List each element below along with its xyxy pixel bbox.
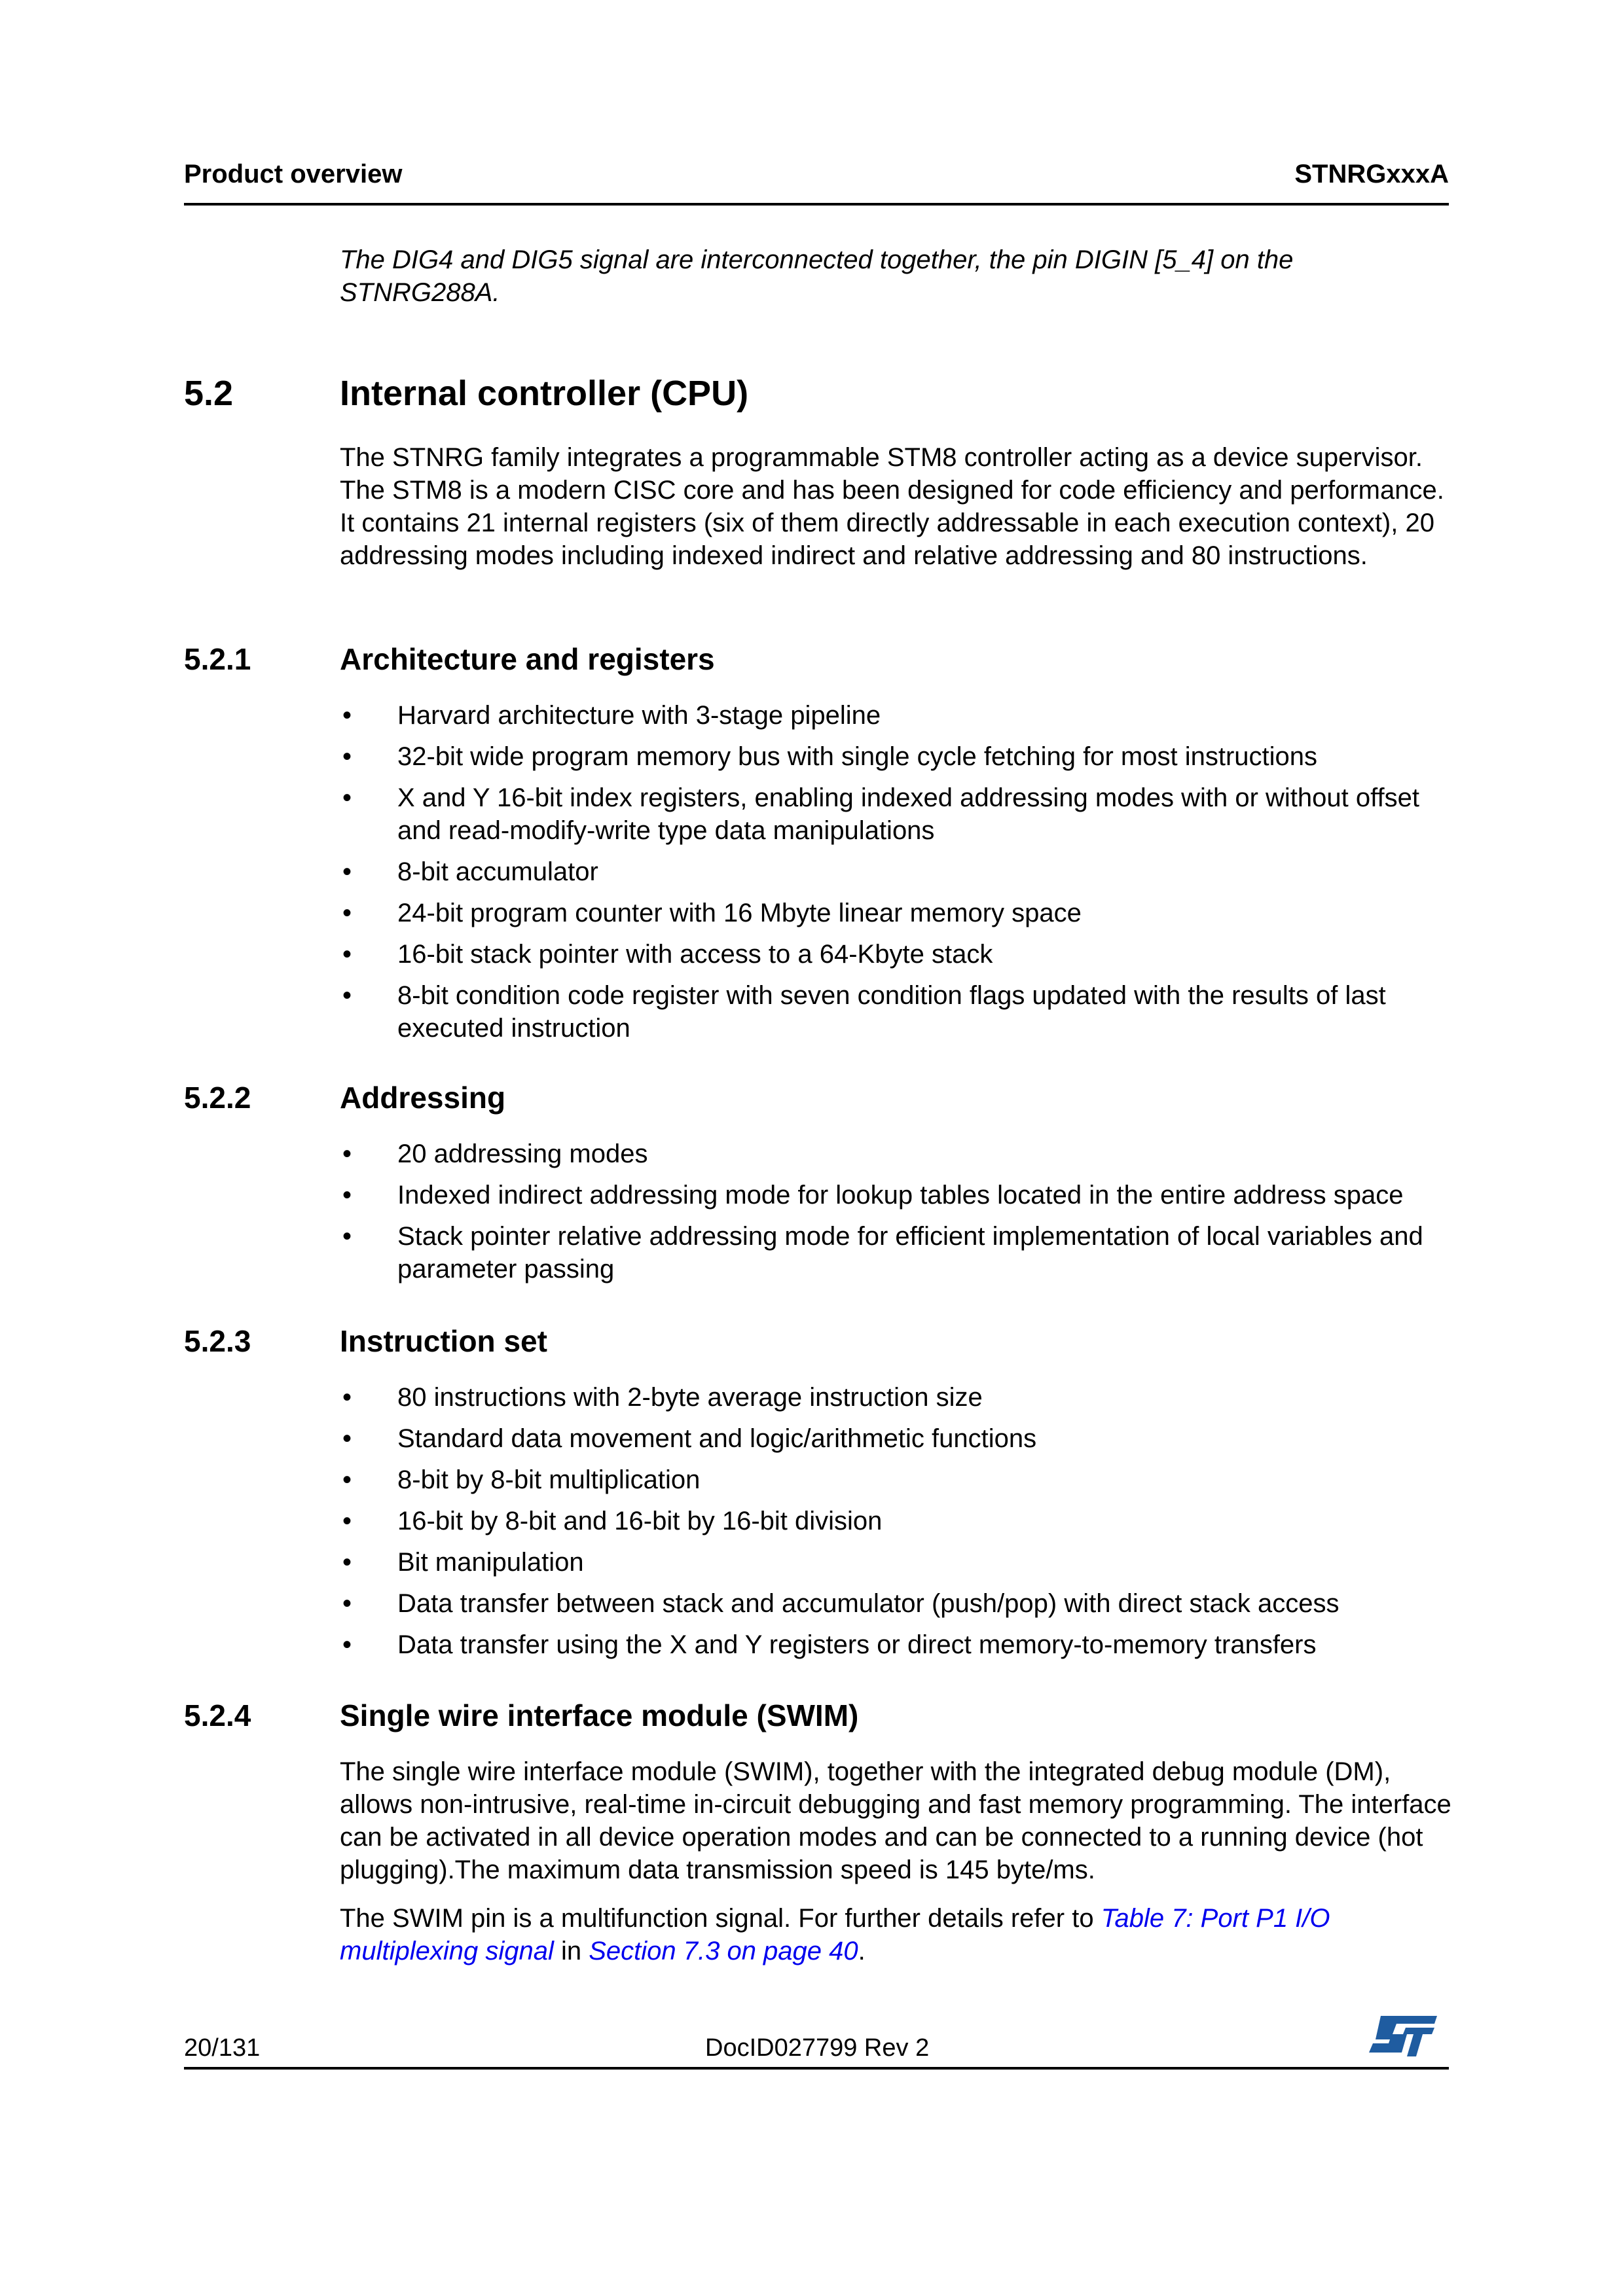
addressing-list (340, 1138, 1459, 1294)
section-5-2-paragraph: The STNRG family integrates a programmable STM8 controller acting as a device supervisor. The STM8 is a modern CISC core and has been designed for code efficiency and performance. It contains 21 internal registers (six of them directly addressable in each execution context), 20 addressing modes including indexed indirect and relative addressing and 80 instructions. (340, 443, 1444, 570)
header-product-name: STNRGxxxA (1294, 160, 1449, 188)
list-item: • 80 instructions with 2-byte average instruction size (342, 1383, 983, 1412)
page-footer (184, 2028, 1449, 2070)
list-item: • 24-bit program counter with 16 Mbyte linear memory space (342, 899, 1082, 927)
section-5-2-3-title: Instruction set (340, 1324, 547, 1358)
architecture-list (340, 699, 1459, 1053)
list-item: • X and Y 16-bit index registers, enabling indexed addressing modes with or without offset and read-modify-write type data manipulations (342, 783, 1419, 845)
list-item: • Bit manipulation (342, 1548, 584, 1577)
header-section-title: Product overview (184, 160, 403, 188)
list-item: • 8-bit condition code register with seven condition flags updated with the results of last executed instruction (342, 981, 1386, 1043)
section-5-2-2-title: Addressing (340, 1081, 506, 1115)
list-item: • 20 addressing modes (342, 1139, 648, 1168)
list-item: • 16-bit by 8-bit and 16-bit by 16-bit division (342, 1507, 883, 1535)
list-item: • Standard data movement and logic/arithmetic functions (342, 1424, 1037, 1453)
list-item: • 8-bit by 8-bit multiplication (342, 1465, 701, 1494)
section-5-2-4-title: Single wire interface module (SWIM) (340, 1698, 859, 1732)
section-5-2-3-number: 5.2.3 (184, 1324, 251, 1358)
list-item: • 8-bit accumulator (342, 857, 598, 886)
section-5-2-2-number: 5.2.2 (184, 1081, 251, 1115)
instruction-set-list (340, 1381, 1459, 1670)
list-item: • Harvard architecture with 3-stage pipeline (342, 701, 881, 730)
note-text: The DIG4 and DIG5 signal are interconnected together, the pin DIGIN [5_4] on the STNRG288A. (340, 245, 1294, 307)
section-7-3-link[interactable]: Section 7.3 on page 40 (589, 1937, 858, 1965)
table-7-link[interactable]: Table 7: Port P1 I/O multiplexing signal (340, 1904, 1330, 1965)
list-item: • Data transfer between stack and accumulator (push/pop) with direct stack access (342, 1589, 1340, 1618)
list-item: • 16-bit stack pointer with access to a 64-Kbyte stack (342, 940, 993, 969)
st-logo-icon (1366, 2013, 1438, 2059)
section-5-2-4-number: 5.2.4 (184, 1698, 251, 1732)
section-5-2-1-title: Architecture and registers (340, 642, 715, 676)
list-item: • 32-bit wide program memory bus with single cycle fetching for most instructions (342, 742, 1317, 771)
section-5-2-1-number: 5.2.1 (184, 642, 251, 676)
swim-paragraph: The single wire interface module (SWIM), together with the integrated debug module (DM), allows non-intrusive, real-time in-circuit debugging and fast memory programming. The interface can be activated in all device operation modes and can be connected to a running device (hot plugging).The maximum data transmission speed is 145 byte/ms. (340, 1757, 1451, 1884)
section-5-2-number: 5.2 (184, 374, 234, 413)
list-item: • Data transfer using the X and Y registers or direct memory-to-memory transfers (342, 1630, 1317, 1659)
page-number: 20/131 (184, 2034, 261, 2062)
swim-reference-paragraph: The SWIM pin is a multifunction signal. For further details refer to Table 7: Port P1 I/O multiplexing signal in Section 7.3 on page 40. (340, 1904, 1330, 1965)
document-id: DocID027799 Rev 2 (705, 2034, 930, 2062)
list-item: • Stack pointer relative addressing mode for efficient implementation of local variables and parameter passing (342, 1222, 1423, 1283)
section-5-2-title: Internal controller (CPU) (340, 374, 749, 413)
list-item: • Indexed indirect addressing mode for lookup tables located in the entire address space (342, 1181, 1404, 1210)
page-header (184, 157, 1449, 206)
